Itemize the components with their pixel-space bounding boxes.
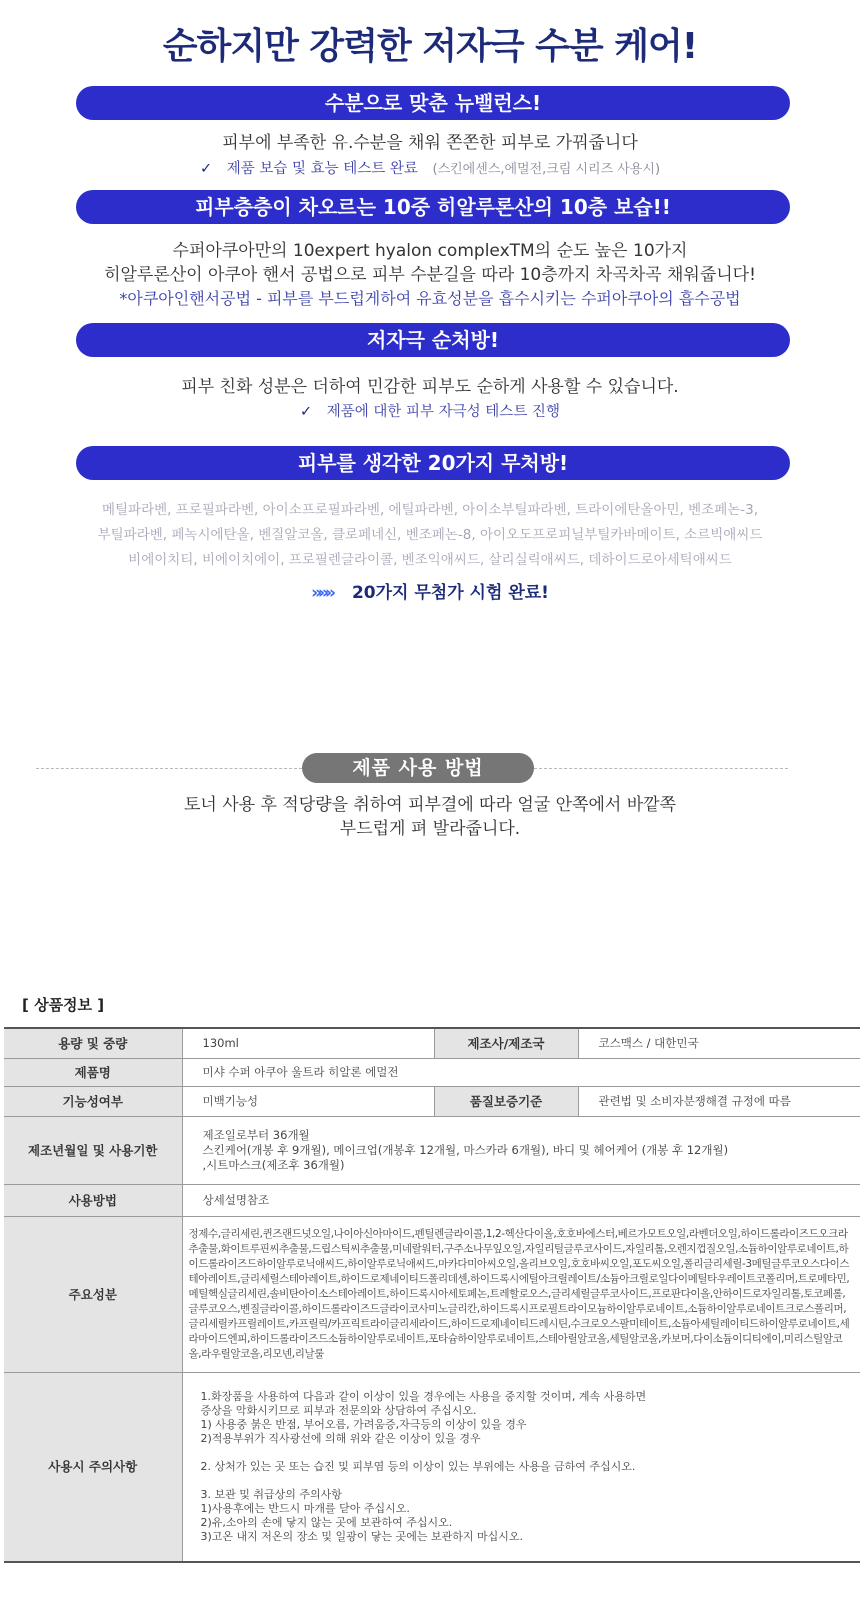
usage-title-pill: 제품 사용 방법 [302,753,534,783]
test-note-text: 제품에 대한 피부 자극성 테스트 진행 [326,404,560,420]
test-note-text: 제품 보습 및 효능 테스트 완료 [226,161,418,177]
section-pill-hyaluronic: 피부층층이 차오르는 10중 히알루론산의 10층 보습!! [76,190,790,224]
table-row [4,1058,860,1086]
table-row [4,1216,860,1372]
quality-label: 품질보증기준 [434,1086,578,1116]
excluded-ingredients-line: 메틸파라벤, 프로필파라벤, 아이소프로필파라벤, 에틸파라벤, 아이소부틸파라벤, 트라이에탄올아민, 벤조페논-3, [101,502,759,518]
section-text-hyaluronic-2: 히알루론산이 아쿠아 핸서 공법으로 피부 수분길을 따라 10층까지 차곡차곡 채워줍니다! [104,265,756,285]
excluded-ingredients-line: 부틸파라벤, 페녹시에탄올, 벤질알코올, 클로페네신, 벤조페논-8, 아이오도프로피닐부틸카바메이트, 소르빅애씨드 [97,527,763,543]
product-info-title: [ 상품정보 ] [22,996,105,1014]
product-name-value: 미샤 수퍼 아쿠아 울트라 히알론 에멀전 [182,1058,860,1086]
maker-label: 제조사/제조국 [434,1028,578,1058]
section-pill-moisture-balance: 수분으로 맞춘 뉴밸런스! [76,86,790,120]
ingredients-value: 정제수,글리세린,퀸즈랜드넛오일,나이아신아마이드,펜틸렌글라이콜,1,2-헥산다이올,호호바에스터,베르가모트오일,라벤더오일,하이드롤라이즈드오크라추출물,화이트루핀씨추출물,드립스틱씨추출물,미네랄워터,구주소나무잎오일,자일리틸글루코사이드,자일리톨,오렌지껍질오일,소듐하이알루로네이트,하이드롤라이즈드하이알루로닉애씨드,하이알루로닉애씨드,마카다미아씨오일,올리브오일,호호바씨오일,포도씨오일,폴리글리세릴-3메틸글루코오스다이스테아레이트,글리세릴스테아레이트,하이드로제네이티드폴리데센,하이드록시에틸아크릴레이트/소듐아크릴로일다이메틸타우레이트코폴리머,트로메타민,메틸헥실글리세린,솔비탄아이소스테아레이트,하이드록시아세토페논,트레할로오스,글리세릴글루코사이드,프로판다이올,안하이드로자일리톨,토코페롤,글루코오스,벤질글라이콜,하이드롤라이즈드글라이코사미노글리칸,하이드록시프로필트라이모늄하이알루로네이트,소듐하이알루로네이트크로스폴리머,글리세릴카프릴레이트,카프릴릭/카프릭트라이글리세라이드,하이드로제네이티드레시틴,수크로오스팔미테이트,소듐아세틸레이티드하이알루로네이트,세라마이드엔피,하이드롤라이즈드소듐하이알루로네이트,포타슘하이알루로네이트,스테아릴알코올,세틸알코올,카보머,다이소듐이디티에이,미리스틸알코올,라우릴알코올,리모넨,리날룰 [182,1216,860,1372]
expiry-label: 제조년월일 및 사용기한 [4,1116,182,1184]
aqua-enhancer-note: *아쿠아인핸서공법 - 피부를 부드럽게하여 유효성분을 흡수시키는 수퍼아쿠아의 흡수공법 [119,289,741,308]
section-pill-low-irritation: 저자극 순처방! [76,323,790,357]
usage-text-1: 토너 사용 후 적당량을 취하여 피부결에 따라 얼굴 안쪽에서 바깥쪽 [183,795,677,815]
caution-value: 1.화장품을 사용하여 다음과 같이 이상이 있을 경우에는 사용을 중지할 것이며, 계속 사용하면 증상을 악화시키므로 피부과 전문의와 상담하여 주십시오. 1) 사용중 붉은 반점, 부어오름, 가려움증,자극등의 이상이 있을 경우 2)적용부위가 직사광선에 의해 위와 같은 이상이 있을 경우 2. 상처가 있는 곳 또는 습진 및 피부염 등의 이상이 있는 부위에는 사용을 금하여 주십시오. 3. 보관 및 취급상의 주의사항 1)사용후에는 반드시 마개를 닫아 주십시오. 2)유,소아의 손에 닿지 않는 곳에 보관하여 주십시오. 3)고온 내지 저온의 장소 및 일광이 닿는 곳에는 보관하지 마십시오. [182,1372,860,1562]
usage-method-value: 상세설명참조 [182,1184,860,1216]
test-note-irritation [0,400,860,421]
section-text-hyaluronic-1: 수퍼아쿠아만의 10expert hyalon complexTM의 순도 높은 10가지 [172,241,688,261]
capacity-value: 130ml [182,1028,434,1058]
table-row [4,1028,860,1058]
excluded-ingredients-line: 비에이치티, 비에이치에이, 프로필렌글라이콜, 벤조익애씨드, 살리실릭애씨드, 데하이드로아세틱애씨드 [128,552,732,568]
functional-label: 기능성여부 [4,1086,182,1116]
free-test-complete-text: 20가지 무첨가 시험 완료! [351,583,549,603]
test-note-moisture [0,157,860,178]
chevrons-right-icon: »»» [311,583,333,603]
ingredients-label: 주요성분 [4,1216,182,1372]
page-headline: 순하지만 강력한 저자극 수분 케어! [162,26,698,67]
maker-value: 코스맥스 / 대한민국 [578,1028,860,1058]
functional-value: 미백기능성 [182,1086,434,1116]
capacity-label: 용량 및 중량 [4,1028,182,1058]
check-icon: ✓ [300,404,313,420]
expiry-value: 제조일로부터 36개월 스킨케어(개봉 후 9개월), 메이크업(개봉후 12개월, 마스카라 6개월), 바디 및 헤어케어 (개봉 후 12개월) ,시트마스크(제조후 36개월) [182,1116,860,1184]
quality-value: 관련법 및 소비자분쟁해결 규정에 따름 [578,1086,860,1116]
product-info-table [4,1027,860,1563]
product-name-label: 제품명 [4,1058,182,1086]
check-icon: ✓ [199,161,213,177]
usage-text-2: 부드럽게 펴 발라줍니다. [339,819,521,839]
table-row [4,1372,860,1562]
table-row [4,1116,860,1184]
section-text-moisture: 피부에 부족한 유.수분을 채워 쫀쫀한 피부로 가꿔줍니다 [222,133,638,153]
table-row [4,1184,860,1216]
divider-left [36,768,302,769]
divider-right [534,768,788,769]
test-note-detail: (스킨에센스,에멀전,크림 시리즈 사용시) [432,162,661,177]
section-text-low-irritation: 피부 친화 성분은 더하여 민감한 피부도 순하게 사용할 수 있습니다. [181,377,679,397]
usage-method-label: 사용방법 [4,1184,182,1216]
table-row [4,1086,860,1116]
free-test-complete [0,578,860,603]
section-pill-20-free: 피부를 생각한 20가지 무처방! [76,446,790,480]
caution-label: 사용시 주의사항 [4,1372,182,1562]
